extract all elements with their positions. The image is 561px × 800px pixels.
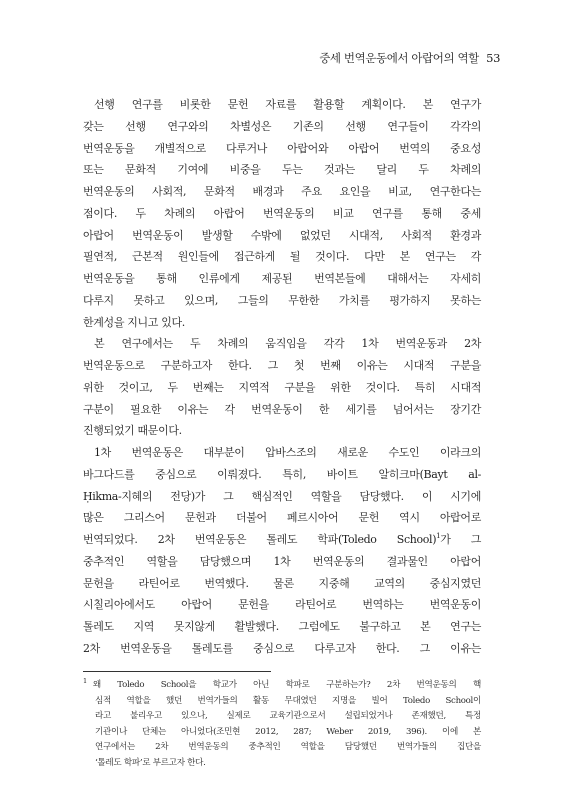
footnote-mark: 1 xyxy=(83,677,87,685)
line-text-after-footnote: 가 그 xyxy=(440,533,482,546)
paragraph-3-line: Ḥikma-지혜의 전당)가 그 핵심적인 역할을 담당했다. 이 시기에 xyxy=(83,489,481,503)
footnote-line: ‘톨레도 학파’로 부르고자 한다. xyxy=(95,757,206,768)
paragraph-1-line: 갖는 선행 연구와의 차별성은 기존의 선행 연구들이 각각의 xyxy=(83,119,481,133)
paragraph-2-line: 위한 것이고, 두 번째는 지역적 구분을 위한 것이다. 특히 시대적 xyxy=(83,380,481,394)
paragraph-1-line: 선행 연구를 비롯한 문헌 자료를 활용할 계획이다. 본 연구가 xyxy=(94,98,481,111)
footnote-line: 심적 역할을 했던 번역가들의 활동 무대였던 지명을 빌어 Toledo School이 xyxy=(95,695,481,706)
paragraph-2-line: 진행되었기 때문이다. xyxy=(83,424,182,438)
running-header xyxy=(319,50,500,66)
paragraph-3-line: 톨레도 지역 못지않게 활발했다. 그럼에도 불구하고 본 연구는 xyxy=(83,620,481,633)
footnote-line: 기관이나 단체는 아니었다(조민현 2012, 287; Weber 2019, 396). 이에 본 xyxy=(95,726,481,737)
paragraph-3-line: 2차 번역운동을 톨레도를 중심으로 다루고자 한다. 그 이유는 xyxy=(83,641,481,655)
header-title: 중세 번역운동에서 아랍어의 역할 xyxy=(319,51,479,65)
footnote-line xyxy=(83,678,481,694)
paragraph-1-line: 점이다. 두 차례의 아랍어 번역운동의 비교 연구를 통해 중세 xyxy=(83,206,481,220)
paragraph-3-line: 시칠리아에서도 아랍어 문헌을 라틴어로 번역하는 번역운동이 xyxy=(83,598,481,612)
paragraph-1-line: 아랍어 번역운동이 발생할 수밖에 없었던 시대적, 사회적 환경과 xyxy=(83,228,481,242)
footnote-line: 연구에서는 2차 번역운동의 중추적인 역할을 담당했던 번역가들의 집단을 xyxy=(95,742,481,753)
paragraph-3-line: 중추적인 역할을 담당했으며 1차 번역운동의 결과물인 아랍어 xyxy=(83,554,481,568)
paragraph-1-line: 한계성을 지니고 있다. xyxy=(83,315,185,329)
page-number: 53 xyxy=(486,51,500,65)
paragraph-3-line: 문헌을 라틴어로 번역했다. 물론 지중해 교역의 중심지였던 xyxy=(83,576,481,590)
body-text xyxy=(83,94,481,660)
line-text: 번역되었다. 2차 번역운동은 톨레도 학파(Toledo School) xyxy=(83,533,437,546)
paragraph-1-line: 또는 문화적 기여에 비중을 두는 것과는 달리 두 차례의 xyxy=(83,163,481,177)
footnote-text: 왜 Toledo School을 학교가 아닌 학파로 구분하는가? 2차 번역운동의 핵 xyxy=(92,680,481,690)
paragraph-1-line: 번역운동의 사회적, 문화적 배경과 주요 요인을 비교, 연구한다는 xyxy=(83,185,481,198)
paragraph-3-line: 많은 그리스어 문헌과 더불어 페르시아어 문헌 역시 아랍어로 xyxy=(83,511,481,525)
paragraph-1-line: 번역운동을 개별적으로 다루거나 아랍어와 아랍어 번역의 중요성 xyxy=(83,141,481,155)
footnote-line: 라고 불리우고 있으나, 실제로 교육기관으로서 설립되었거나 존재했던, 특정 xyxy=(95,711,481,722)
footnote-divider xyxy=(83,671,271,672)
paragraph-3-line-with-footnote xyxy=(83,529,481,551)
footnote-reference[interactable]: 1 xyxy=(436,532,441,540)
paragraph-2-line: 구분이 필요한 이유는 각 번역운동이 한 세기를 넘어서는 장기간 xyxy=(83,402,481,416)
footnotes xyxy=(83,678,481,772)
paragraph-2-line: 본 연구에서는 두 차례의 움직임을 각각 1차 번역운동과 2차 xyxy=(94,337,481,351)
paragraph-1-line: 다루지 못하고 있으며, 그들의 무한한 가치를 평가하지 못하는 xyxy=(83,293,481,307)
paragraph-1-line: 번역운동을 통해 인류에게 제공된 번역본들에 대해서는 자세히 xyxy=(83,272,481,285)
paragraph-3-line: 바그다드를 중심으로 이뤄졌다. 특히, 바이트 알히크마(Bayt al- xyxy=(83,467,481,481)
paragraph-2-line: 번역운동으로 구분하고자 한다. 그 첫 번째 이유는 시대적 구분을 xyxy=(83,359,481,372)
paragraph-1-line: 필연적, 근본적 원인들에 접근하게 될 것이다. 다만 본 연구는 각 xyxy=(83,250,481,264)
paragraph-3-line: 1차 번역운동은 대부분이 압바스조의 새로운 수도인 이라크의 xyxy=(94,446,481,459)
